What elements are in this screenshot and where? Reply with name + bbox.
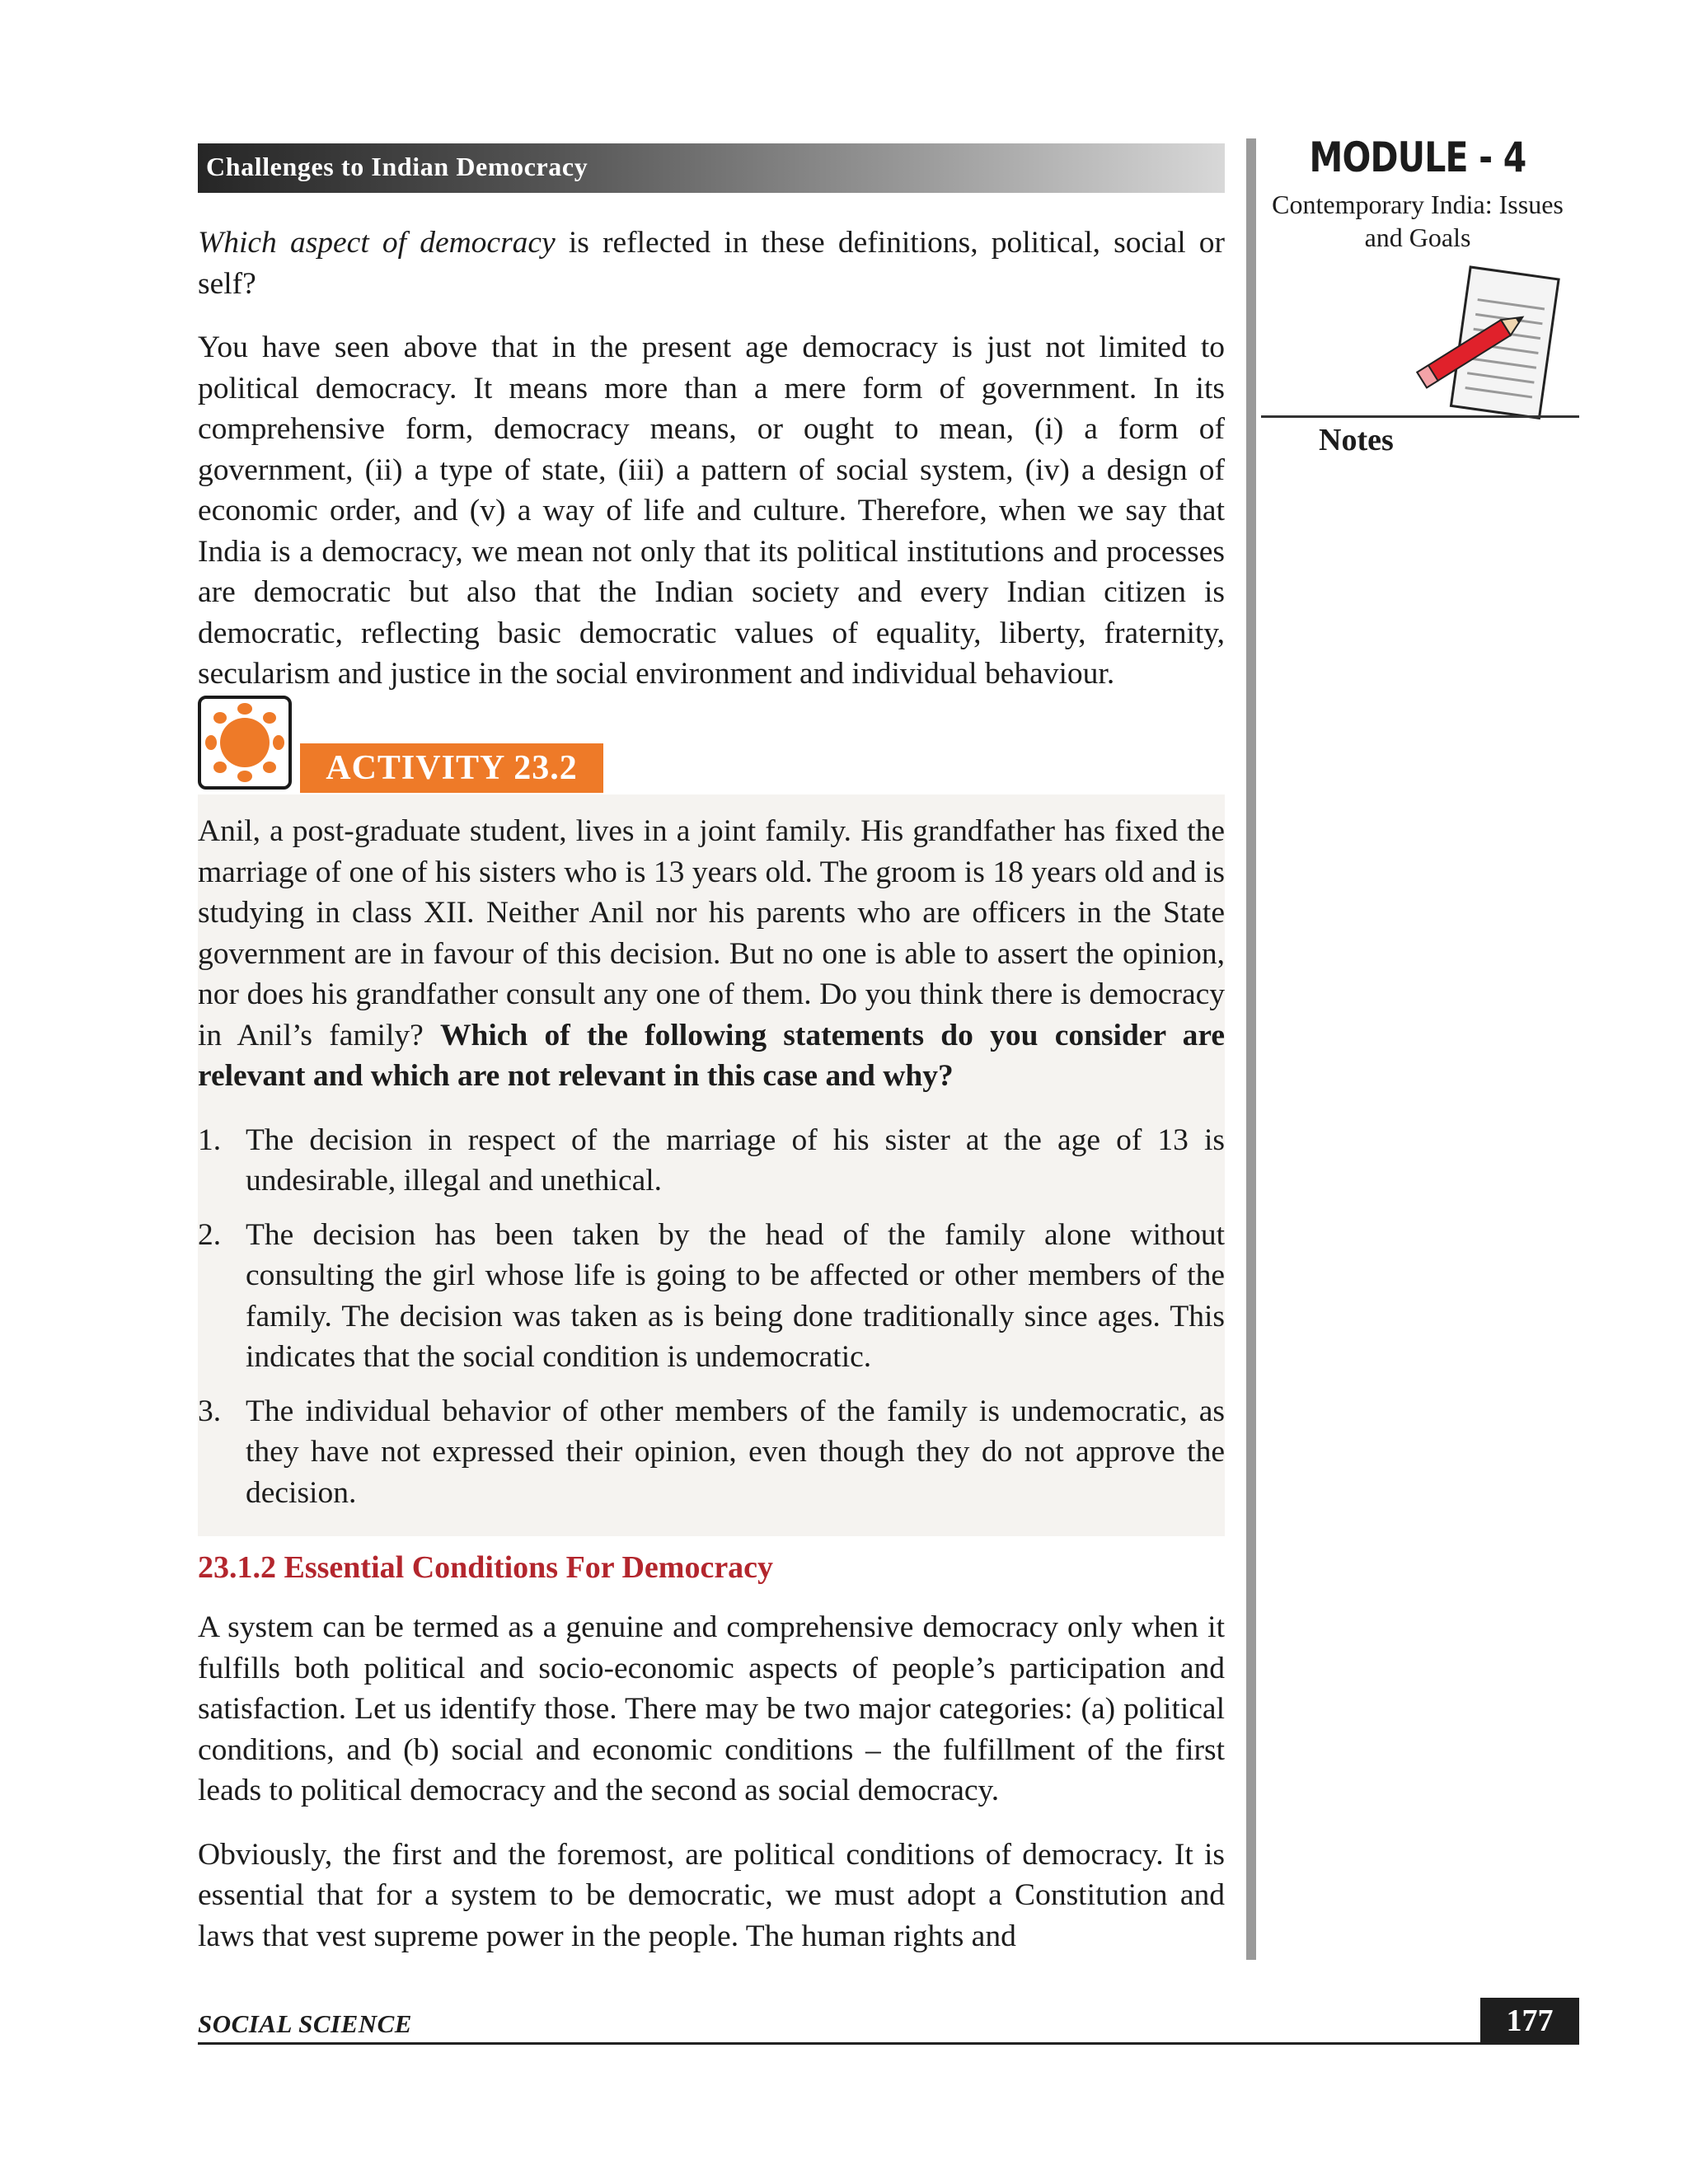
chapter-header-bar [198,143,1225,193]
footer-rule [198,2042,1579,2045]
intro-question-italic: Which aspect of democracy [198,226,556,260]
list-item-number: 2. [198,1217,222,1252]
sun-icon [201,699,288,786]
sidebar-divider [1246,138,1256,1960]
notes-rule [1261,415,1579,418]
activity-statements-list [198,1120,1225,1514]
activity-content [198,811,1225,1526]
page-number: 177 [1480,1998,1579,2044]
list-item [198,1120,1225,1202]
activity-box [198,696,292,790]
footer-subject: SOCIAL SCIENCE [198,2009,412,2038]
intro-question-rest: is reflected in these definitions, political, social or self? [198,226,1225,301]
list-item [198,1391,1225,1514]
intro-paragraph: You have seen above that in the present age democracy is just not limited to political democracy. It means more than a mere form of government. In its comprehensive form, democracy means, or ought to mean, (i) a form of government, (ii) a type of state, (iii) a pattern of social system, (iv) a design of economic order, and (v) a way of life and culture. Therefore, when we say that India is a democracy, we mean not only that its political institutions and processes are democratic but also that the Indian society and every Indian citizen is democratic, reflecting basic democratic values of equality, liberty, fraternity, secularism and justice in the social environment and individual behaviour. [198,330,1225,691]
intro-question [198,223,1225,304]
list-item-text: The individual behavior of other members of the family is undemocratic, as they have not expressed their opinion, even though they do not approve the decision. [246,1394,1225,1510]
chapter-title: Challenges to Indian Democracy [206,152,588,181]
activity-title: ACTIVITY 23.2 [300,743,603,793]
section-content [198,1607,1225,1957]
module-subtitle [1256,188,1579,254]
list-item [198,1215,1225,1378]
list-item-text: The decision has been taken by the head of the family alone without consulting the girl whose life is going to be affected or other members of the family. The decision was taken as is being done traditionally since ages. This indicates that the social condition is undemocratic. [246,1217,1225,1374]
section-heading: 23.1.2 Essential Conditions For Democracy [198,1550,774,1585]
list-item-text: The decision in respect of the marriage of his sister at the age of 13 is undesirable, illegal and unethical. [246,1122,1225,1197]
section-paragraph-1: A system can be termed as a genuine and comprehensive democracy only when it fulfills both political and socio-economic aspects of people’s participation and satisfaction. Let us identify those. There may be two major categories: (a) political conditions, and (b) social and economic conditions – the fulfillment of the first leads to political democracy and the second as social democracy. [198,1610,1225,1807]
notes-label: Notes [1319,423,1394,457]
module-subtitle-line1: Contemporary India: Issues [1272,190,1564,219]
list-item-number: 1. [198,1122,222,1157]
list-item-number: 3. [198,1394,222,1428]
module-title: MODULE - 4 [1309,134,1526,181]
intro-section [198,223,1225,695]
section-paragraph-2: Obviously, the first and the foremost, are political conditions of democracy. It is essential that for a system to be democratic, we must adopt a Constitution and laws that vest supreme power in the people. The human rights and [198,1837,1225,1953]
activity-paragraph [198,811,1225,1097]
activity-paragraph-text: Anil, a post-graduate student, lives in a joint family. His grandfather has fixed the marriage of one of his sisters who is 13 years old. The groom is 18 years old and is studying in class XII. Neither Anil nor his parents who are officers in the State government are in favour of this decision. But no one is able to assert the opinion, nor does his grandfather consult any one of them. Do you think there is democracy in Anil’s family? [198,814,1225,1052]
module-subtitle-line2: and Goals [1364,223,1471,252]
activity-paragraph-bold: Which of the following statements do you consider are relevant and which are not relevant in this case and why? [198,1018,1225,1093]
